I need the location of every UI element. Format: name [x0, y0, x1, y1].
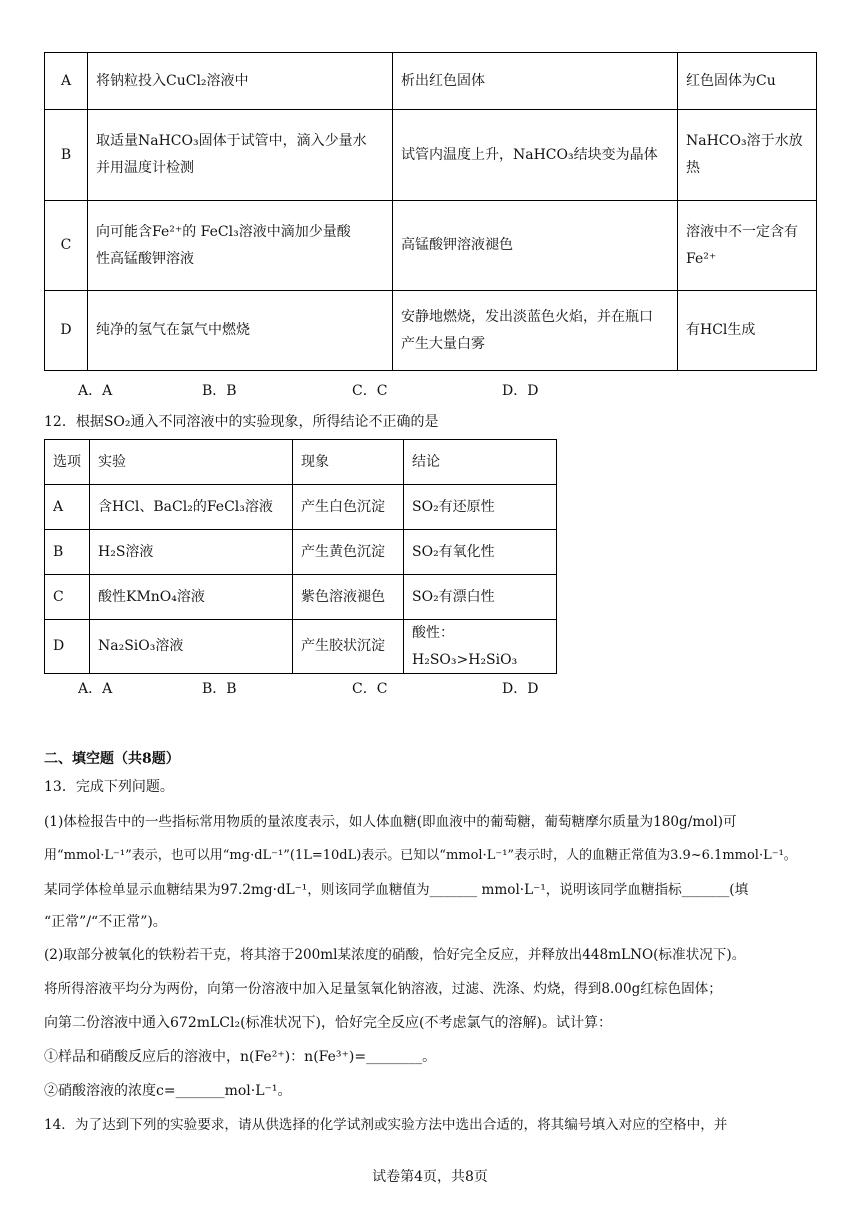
table-cell: 酸性：H₂SO₃>H₂SiO₃ — [404, 620, 557, 674]
header-cell: 现象 — [293, 440, 404, 485]
table-cell: SO₂有还原性 — [404, 485, 557, 530]
table-cell: 酸性KMnO₄溶液 — [90, 575, 293, 620]
section-title: 二、填空题（共8题） — [44, 751, 180, 767]
question-14-stem: 14．为了达到下列的实验要求，请从供选择的化学试剂或实验方法中选出合适的，将其编号填入对应的空格中，并 — [44, 1117, 728, 1133]
paragraph-line: 将所得溶液平均分为两份，向第一份溶液中加入足量氢氧化钠溶液，过滤、洗涤、灼烧，得到8.00g红棕色固体； — [44, 981, 722, 997]
choice-d[interactable]: D．D — [502, 681, 539, 697]
choice-c[interactable]: C．C — [352, 681, 388, 697]
option-cell: A — [45, 53, 88, 110]
option-cell: D — [45, 291, 88, 371]
phenomenon-cell: 高锰酸钾溶液褪色 — [393, 201, 678, 291]
table-cell: SO₂有漂白性 — [404, 575, 557, 620]
table-row — [45, 620, 557, 674]
choice-a[interactable]: A．A — [78, 383, 113, 399]
conclusion-cell: 有HCl生成 — [678, 291, 817, 371]
paragraph-line: (1)体检报告中的一些指标常用物质的量浓度表示，如人体血糖(即血液中的葡萄糖，葡萄糖摩尔质量为180g/mol)可 — [44, 814, 737, 830]
table-row — [45, 575, 557, 620]
conclusion-cell: 溶液中不一定含有 Fe²⁺ — [678, 201, 817, 291]
q12-table — [44, 439, 557, 674]
table-cell: C — [45, 575, 90, 620]
option-cell: B — [45, 110, 88, 201]
choice-c[interactable]: C．C — [352, 383, 388, 399]
phenomenon-cell: 试管内温度上升，NaHCO₃结块变为晶体 — [393, 110, 678, 201]
table-row — [45, 201, 817, 291]
q11-choices — [78, 380, 538, 400]
table-cell: SO₂有氧化性 — [404, 530, 557, 575]
phenomenon-cell: 析出红色固体 — [393, 53, 678, 110]
choice-b[interactable]: B．B — [202, 383, 237, 399]
table-cell: 紫色溶液褪色 — [293, 575, 404, 620]
q12-stem: 12．根据SO₂通入不同溶液中的实验现象，所得结论不正确的是 — [44, 414, 439, 430]
paragraph-line: ②硝酸溶液的浓度c=_______mol·L⁻¹。 — [44, 1083, 292, 1099]
table-cell: 产生黄色沉淀 — [293, 530, 404, 575]
paragraph-line: ①样品和硝酸反应后的溶液中，n(Fe²⁺)：n(Fe³⁺)=________。 — [44, 1049, 437, 1065]
table-cell: H₂S溶液 — [90, 530, 293, 575]
q12-choices — [78, 678, 538, 698]
table-cell: 产生白色沉淀 — [293, 485, 404, 530]
experiment-cell: 纯净的氢气在氯气中燃烧 — [88, 291, 393, 371]
paragraph-line: 向第二份溶液中通入672mLCl₂(标准状况下)，恰好完全反应(不考虑氯气的溶解)。试计算： — [44, 1015, 612, 1031]
paragraph-line: 用“mmol·L⁻¹”表示，也可以用“mg·dL⁻¹”(1L=10dL)表示。已知以“mmol·L⁻¹”表示时，人的血糖正常值为3.9~6.1mmol·L⁻¹。 — [44, 848, 797, 863]
experiment-cell: 将钠粒投入CuCl₂溶液中 — [88, 53, 393, 110]
table-row — [45, 530, 557, 575]
option-cell: C — [45, 201, 88, 291]
experiment-cell: 取适量NaHCO₃固体于试管中，滴入少量水 并用温度计检测 — [88, 110, 393, 201]
table-cell: D — [45, 620, 90, 674]
choice-d[interactable]: D．D — [502, 383, 539, 399]
table-cell: 产生胶状沉淀 — [293, 620, 404, 674]
table-cell: 含HCl、BaCl₂的FeCl₃溶液 — [90, 485, 293, 530]
header-cell: 选项 — [45, 440, 90, 485]
table-header-row — [45, 440, 557, 485]
experiment-cell: 向可能含Fe²⁺的 FeCl₃溶液中滴加少量酸 性高锰酸钾溶液 — [88, 201, 393, 291]
header-cell: 实验 — [90, 440, 293, 485]
choice-b[interactable]: B．B — [202, 681, 237, 697]
table-cell: B — [45, 530, 90, 575]
conclusion-cell: 红色固体为Cu — [678, 53, 817, 110]
choice-a[interactable]: A．A — [78, 681, 113, 697]
table-row — [45, 53, 817, 110]
question-13-stem: 13．完成下列问题。 — [44, 779, 174, 795]
header-cell: 结论 — [404, 440, 557, 485]
table-row — [45, 485, 557, 530]
paragraph-line: “正常”/“不正常”)。 — [44, 914, 167, 930]
paragraph-line: 某同学体检单显示血糖结果为97.2mg·dL⁻¹，则该同学血糖值为_______ mmol·L⁻¹，说明该同学血糖指标_______(填 — [44, 882, 749, 898]
table-cell: Na₂SiO₃溶液 — [90, 620, 293, 674]
q11-table — [44, 52, 817, 371]
table-row — [45, 291, 817, 371]
phenomenon-cell: 安静地燃烧，发出淡蓝色火焰，并在瓶口 产生大量白雾 — [393, 291, 678, 371]
table-cell: A — [45, 485, 90, 530]
paragraph-line: (2)取部分被氧化的铁粉若干克，将其溶于200ml某浓度的硝酸，恰好完全反应，并释放出448mLNO(标准状况下)。 — [44, 947, 746, 963]
page-footer: 试卷第4页，共8页 — [372, 1169, 488, 1185]
conclusion-cell: NaHCO₃溶于水放 热 — [678, 110, 817, 201]
table-row — [45, 110, 817, 201]
